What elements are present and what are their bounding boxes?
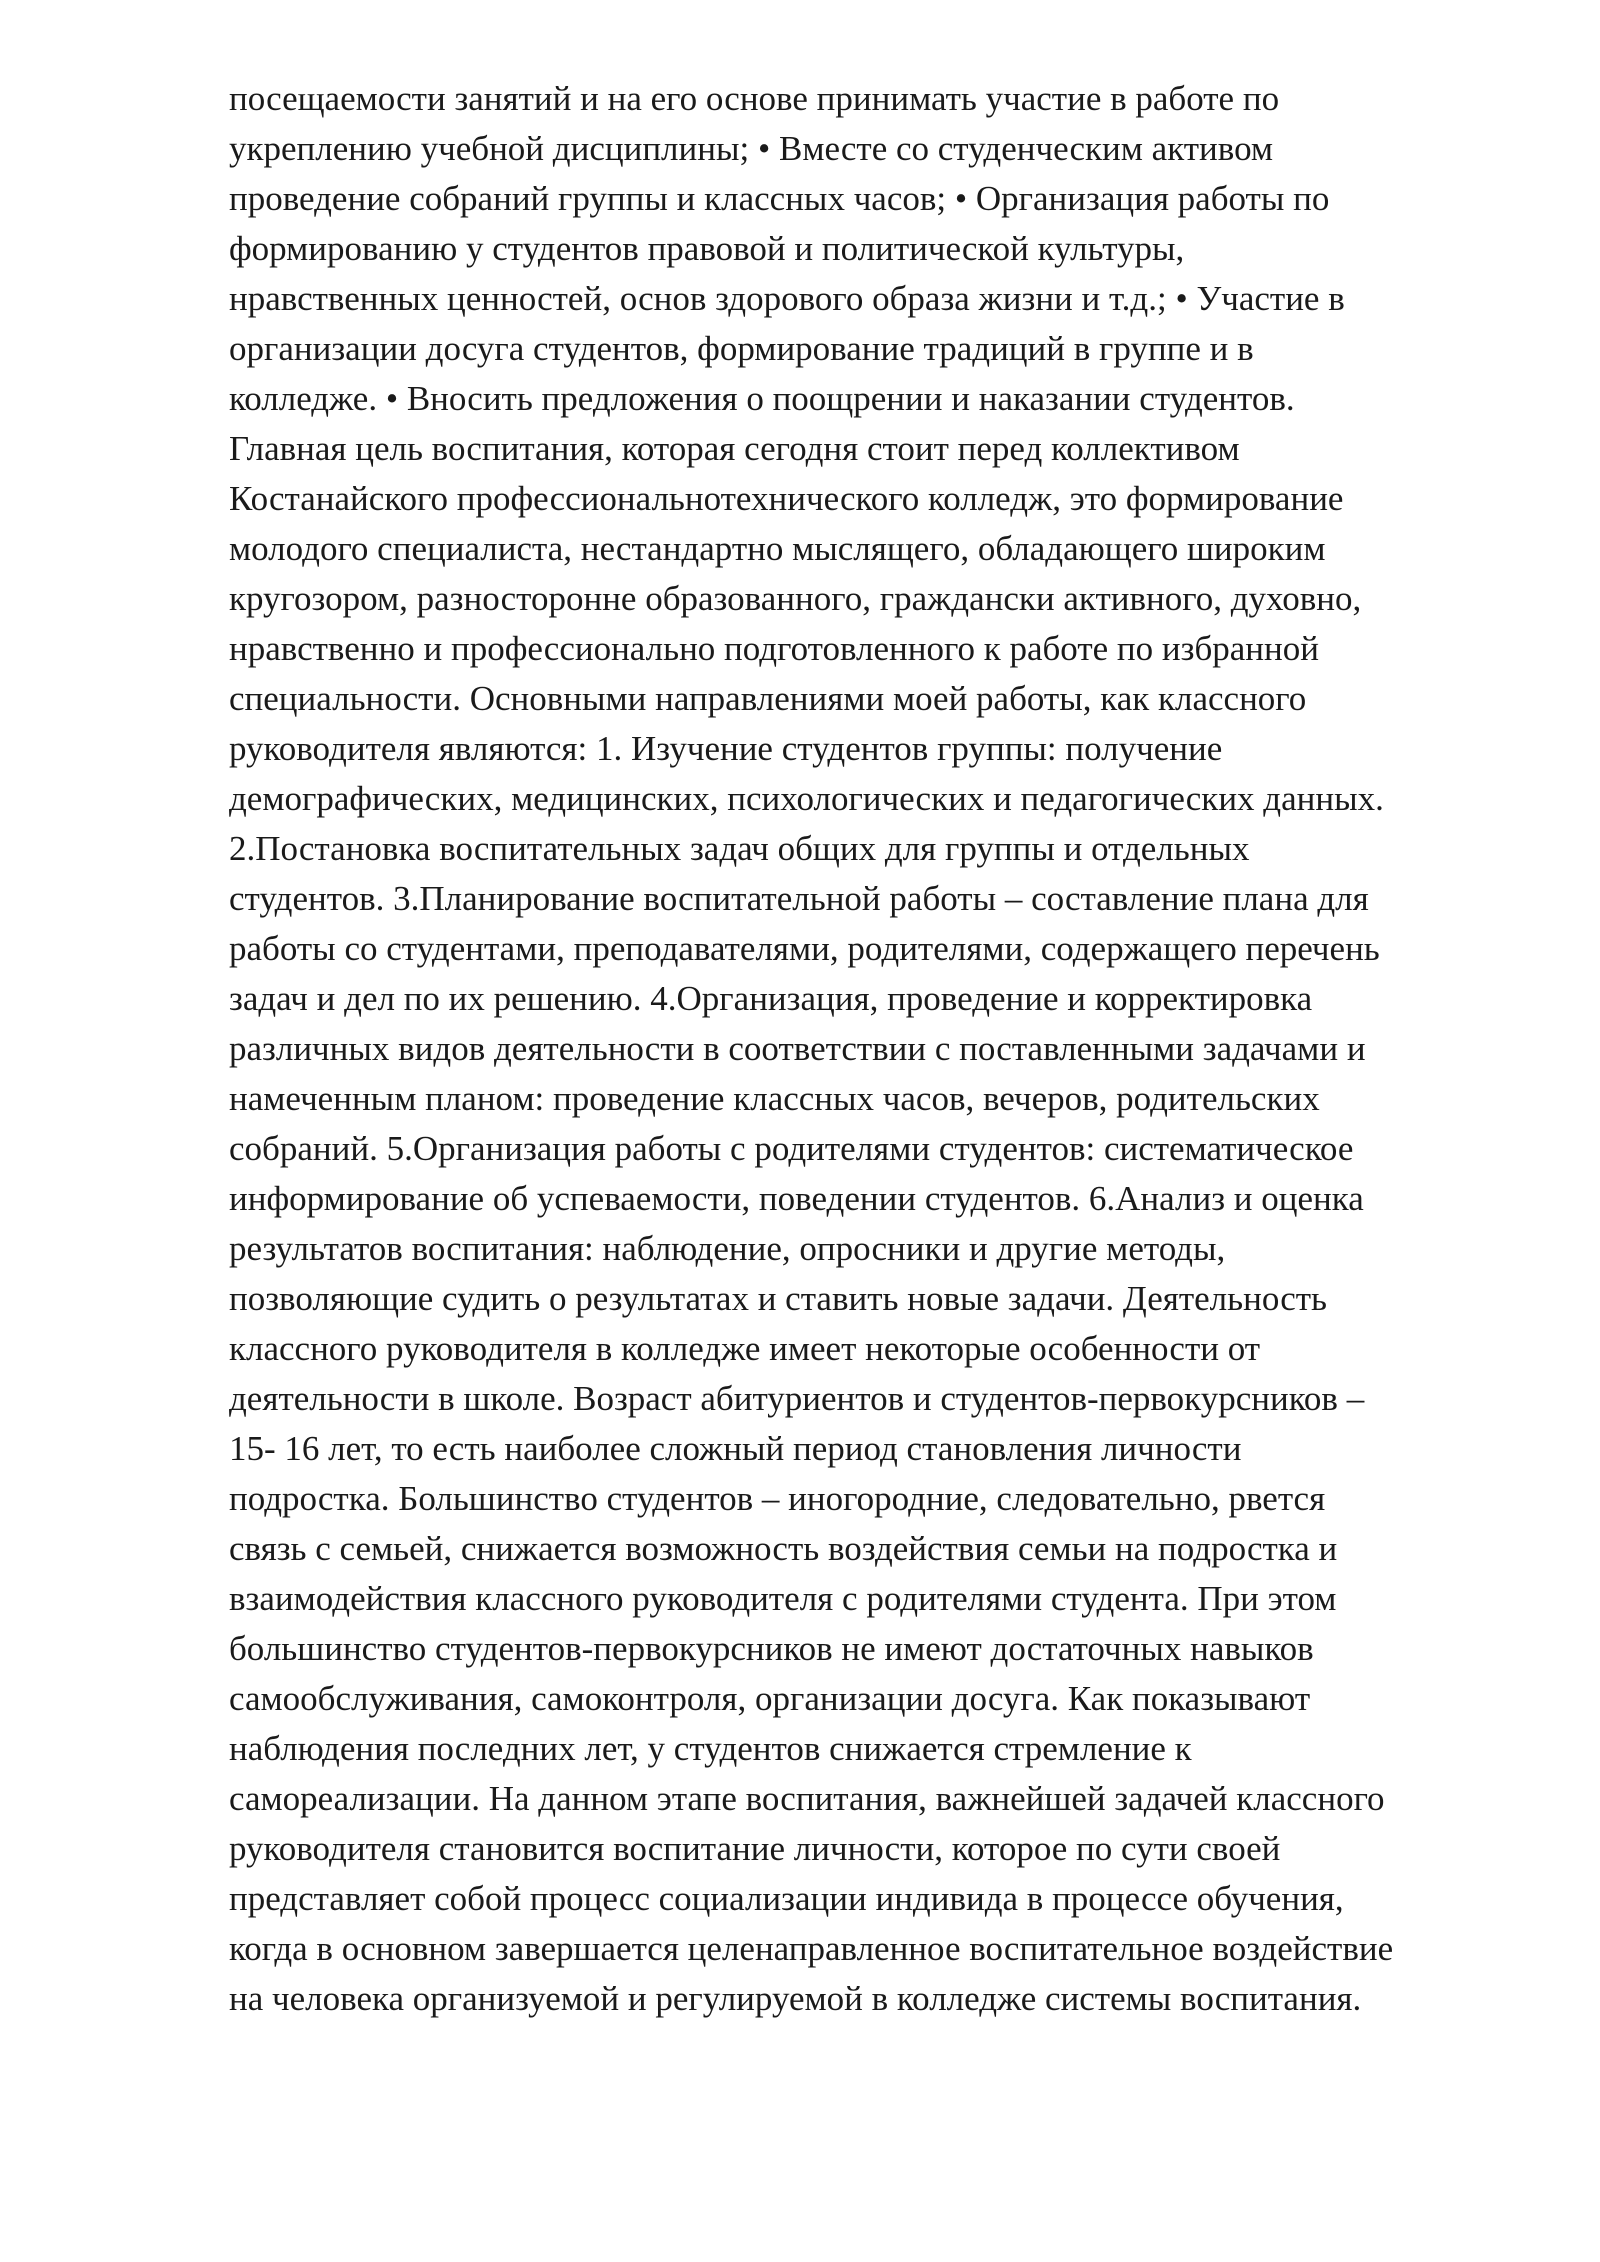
body-text: [229, 74, 1529, 2024]
text-line: кругозором, разносторонне образованного, граждански активного, духовно,: [229, 579, 1362, 618]
text-line: укреплению учебной дисциплины; • Вместе со студенческим активом: [229, 129, 1274, 168]
text-line: большинство студентов-первокурсников не имеют достаточных навыков: [229, 1629, 1314, 1668]
text-line: взаимодействия классного руководителя с родителями студента. При этом: [229, 1579, 1337, 1618]
text-line: самореализации. На данном этапе воспитания, важнейшей задачей классного: [229, 1779, 1385, 1818]
text-line: деятельности в школе. Возраст абитуриентов и студентов-первокурсников –: [229, 1379, 1365, 1418]
text-line: Главная цель воспитания, которая сегодня стоит перед коллективом: [229, 429, 1240, 468]
text-line: Костанайского профессиональнотехнического колледж, это формирование: [229, 479, 1344, 518]
text-line: руководителя являются: 1. Изучение студентов группы: получение: [229, 729, 1223, 768]
text-line: проведение собраний группы и классных часов; • Организация работы по: [229, 179, 1330, 218]
text-line: намеченным планом: проведение классных часов, вечеров, родительских: [229, 1079, 1320, 1118]
text-line: наблюдения последних лет, у студентов снижается стремление к: [229, 1729, 1192, 1768]
text-line: самообслуживания, самоконтроля, организации досуга. Как показывают: [229, 1679, 1311, 1718]
text-line: нравственно и профессионально подготовленного к работе по избранной: [229, 629, 1319, 668]
text-line: когда в основном завершается целенаправленное воспитательное воздействие: [229, 1929, 1394, 1968]
text-line: руководителя становится воспитание личности, которое по сути своей: [229, 1829, 1281, 1868]
text-line: организации досуга студентов, формирование традиций в группе и в: [229, 329, 1254, 368]
text-line: представляет собой процесс социализации индивида в процессе обучения,: [229, 1879, 1344, 1918]
text-line: на человека организуемой и регулируемой в колледже системы воспитания.: [229, 1979, 1362, 2018]
text-line: 15- 16 лет, то есть наиболее сложный период становления личности: [229, 1429, 1242, 1468]
text-line: формированию у студентов правовой и политической культуры,: [229, 229, 1185, 268]
text-line: информирование об успеваемости, поведении студентов. 6.Анализ и оценка: [229, 1179, 1364, 1218]
text-line: молодого специалиста, нестандартно мыслящего, обладающего широким: [229, 529, 1326, 568]
text-line: работы со студентами, преподавателями, родителями, содержащего перечень: [229, 929, 1380, 968]
text-line: посещаемости занятий и на его основе принимать участие в работе по: [229, 79, 1280, 118]
text-line: собраний. 5.Организация работы с родителями студентов: систематическое: [229, 1129, 1354, 1168]
text-line: нравственных ценностей, основ здорового образа жизни и т.д.; • Участие в: [229, 279, 1345, 318]
text-line: результатов воспитания: наблюдение, опросники и другие методы,: [229, 1229, 1226, 1268]
text-line: демографических, медицинских, психологических и педагогических данных.: [229, 779, 1384, 818]
text-line: связь с семьей, снижается возможность воздействия семьи на подростка и: [229, 1529, 1338, 1568]
text-line: подростка. Большинство студентов – иногородние, следовательно, рвется: [229, 1479, 1326, 1518]
text-line: 2.Постановка воспитательных задач общих для группы и отдельных: [229, 829, 1250, 868]
text-line: задач и дел по их решению. 4.Организация, проведение и корректировка: [229, 979, 1313, 1018]
text-line: колледже. • Вносить предложения о поощрении и наказании студентов.: [229, 379, 1295, 418]
text-line: студентов. 3.Планирование воспитательной работы – составление плана для: [229, 879, 1369, 918]
text-line: позволяющие судить о результатах и ставить новые задачи. Деятельность: [229, 1279, 1328, 1318]
text-line: специальности. Основными направлениями моей работы, как классного: [229, 679, 1307, 718]
text-line: классного руководителя в колледже имеет некоторые особенности от: [229, 1329, 1261, 1368]
text-line: различных видов деятельности в соответствии с поставленными задачами и: [229, 1029, 1366, 1068]
